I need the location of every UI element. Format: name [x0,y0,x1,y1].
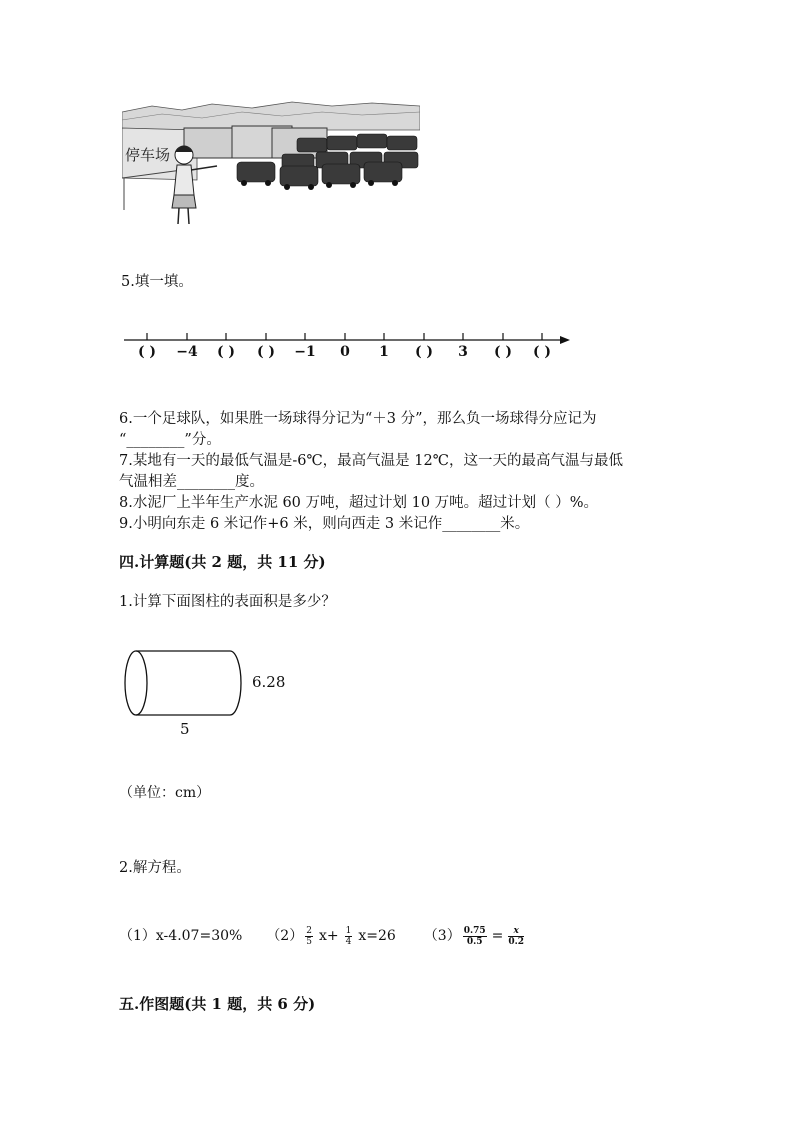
equation-2-mid: x+ [318,928,339,944]
equation-3-fraction-left: $\frac{0.75}{0.5}$ [463,925,486,947]
number-line-label-10: ( ) [532,344,552,360]
q6-line2: “________”分。 [119,432,221,448]
q5-title: 5.填一填。 [121,274,193,290]
parking-lot-illustration [122,100,420,230]
equation-1: （1）x-4.07=30% [119,928,243,944]
number-line-label-7: ( ) [414,344,434,360]
equation-3-equals: = [491,928,504,944]
number-line [120,328,580,368]
parking-scene-drawing [122,100,420,230]
number-line-label-1: −4 [176,344,198,360]
calc-q2-title: 2.解方程。 [119,860,191,876]
section-5-heading: 五.作图题(共 1 题，共 6 分) [119,995,316,1013]
q9-text: 9.小明向东走 6 米记作+6 米，则向西走 3 米记作________米。 [119,516,530,532]
equation-2-prefix: （2） [266,928,304,944]
number-line-label-9: ( ) [493,344,513,360]
q6-line1: 6.一个足球队，如果胜一场球得分记为“＋3 分”，那么负一场球得分应记为 [119,411,597,427]
cylinder-height-label: 6.28 [252,673,286,691]
equation-3-fraction-right: $\frac{x}{0.2}$ [508,925,525,947]
parking-sign-text: 停车场 [125,146,171,164]
equation-2-suffix: x=26 [358,928,396,944]
unit-note: （单位：cm） [119,785,211,801]
number-line-label-6: 1 [379,344,389,360]
section-4-heading: 四.计算题(共 2 题，共 11 分) [119,553,326,571]
number-line-label-8: 3 [458,344,468,360]
q7-line2: 气温相差________度。 [119,474,264,490]
q8-text: 8.水泥厂上半年生产水泥 60 万吨，超过计划 10 万吨。超过计划（ ）%。 [119,495,599,511]
cylinder-figure [122,648,292,743]
q7-line1: 7.某地有一天的最低气温是-6℃，最高气温是 12℃，这一天的最高气温与最低 [119,453,623,469]
equation-2-fraction-a: $\frac{2}{5}$ [306,925,312,947]
number-line-label-5: 0 [340,344,350,360]
cylinder-drawing [122,648,252,723]
number-line-label-4: −1 [294,344,316,360]
equation-2-fraction-b: $\frac{1}{4}$ [345,925,352,947]
number-line-label-0: ( ) [137,344,157,360]
number-line-label-2: ( ) [216,344,236,360]
number-line-label-3: ( ) [256,344,276,360]
equation-3-prefix: （3） [423,928,461,944]
cylinder-diameter-label: 5 [180,720,190,738]
equation-row [119,922,526,950]
calc-q1-title: 1.计算下面图柱的表面积是多少？ [119,594,336,610]
